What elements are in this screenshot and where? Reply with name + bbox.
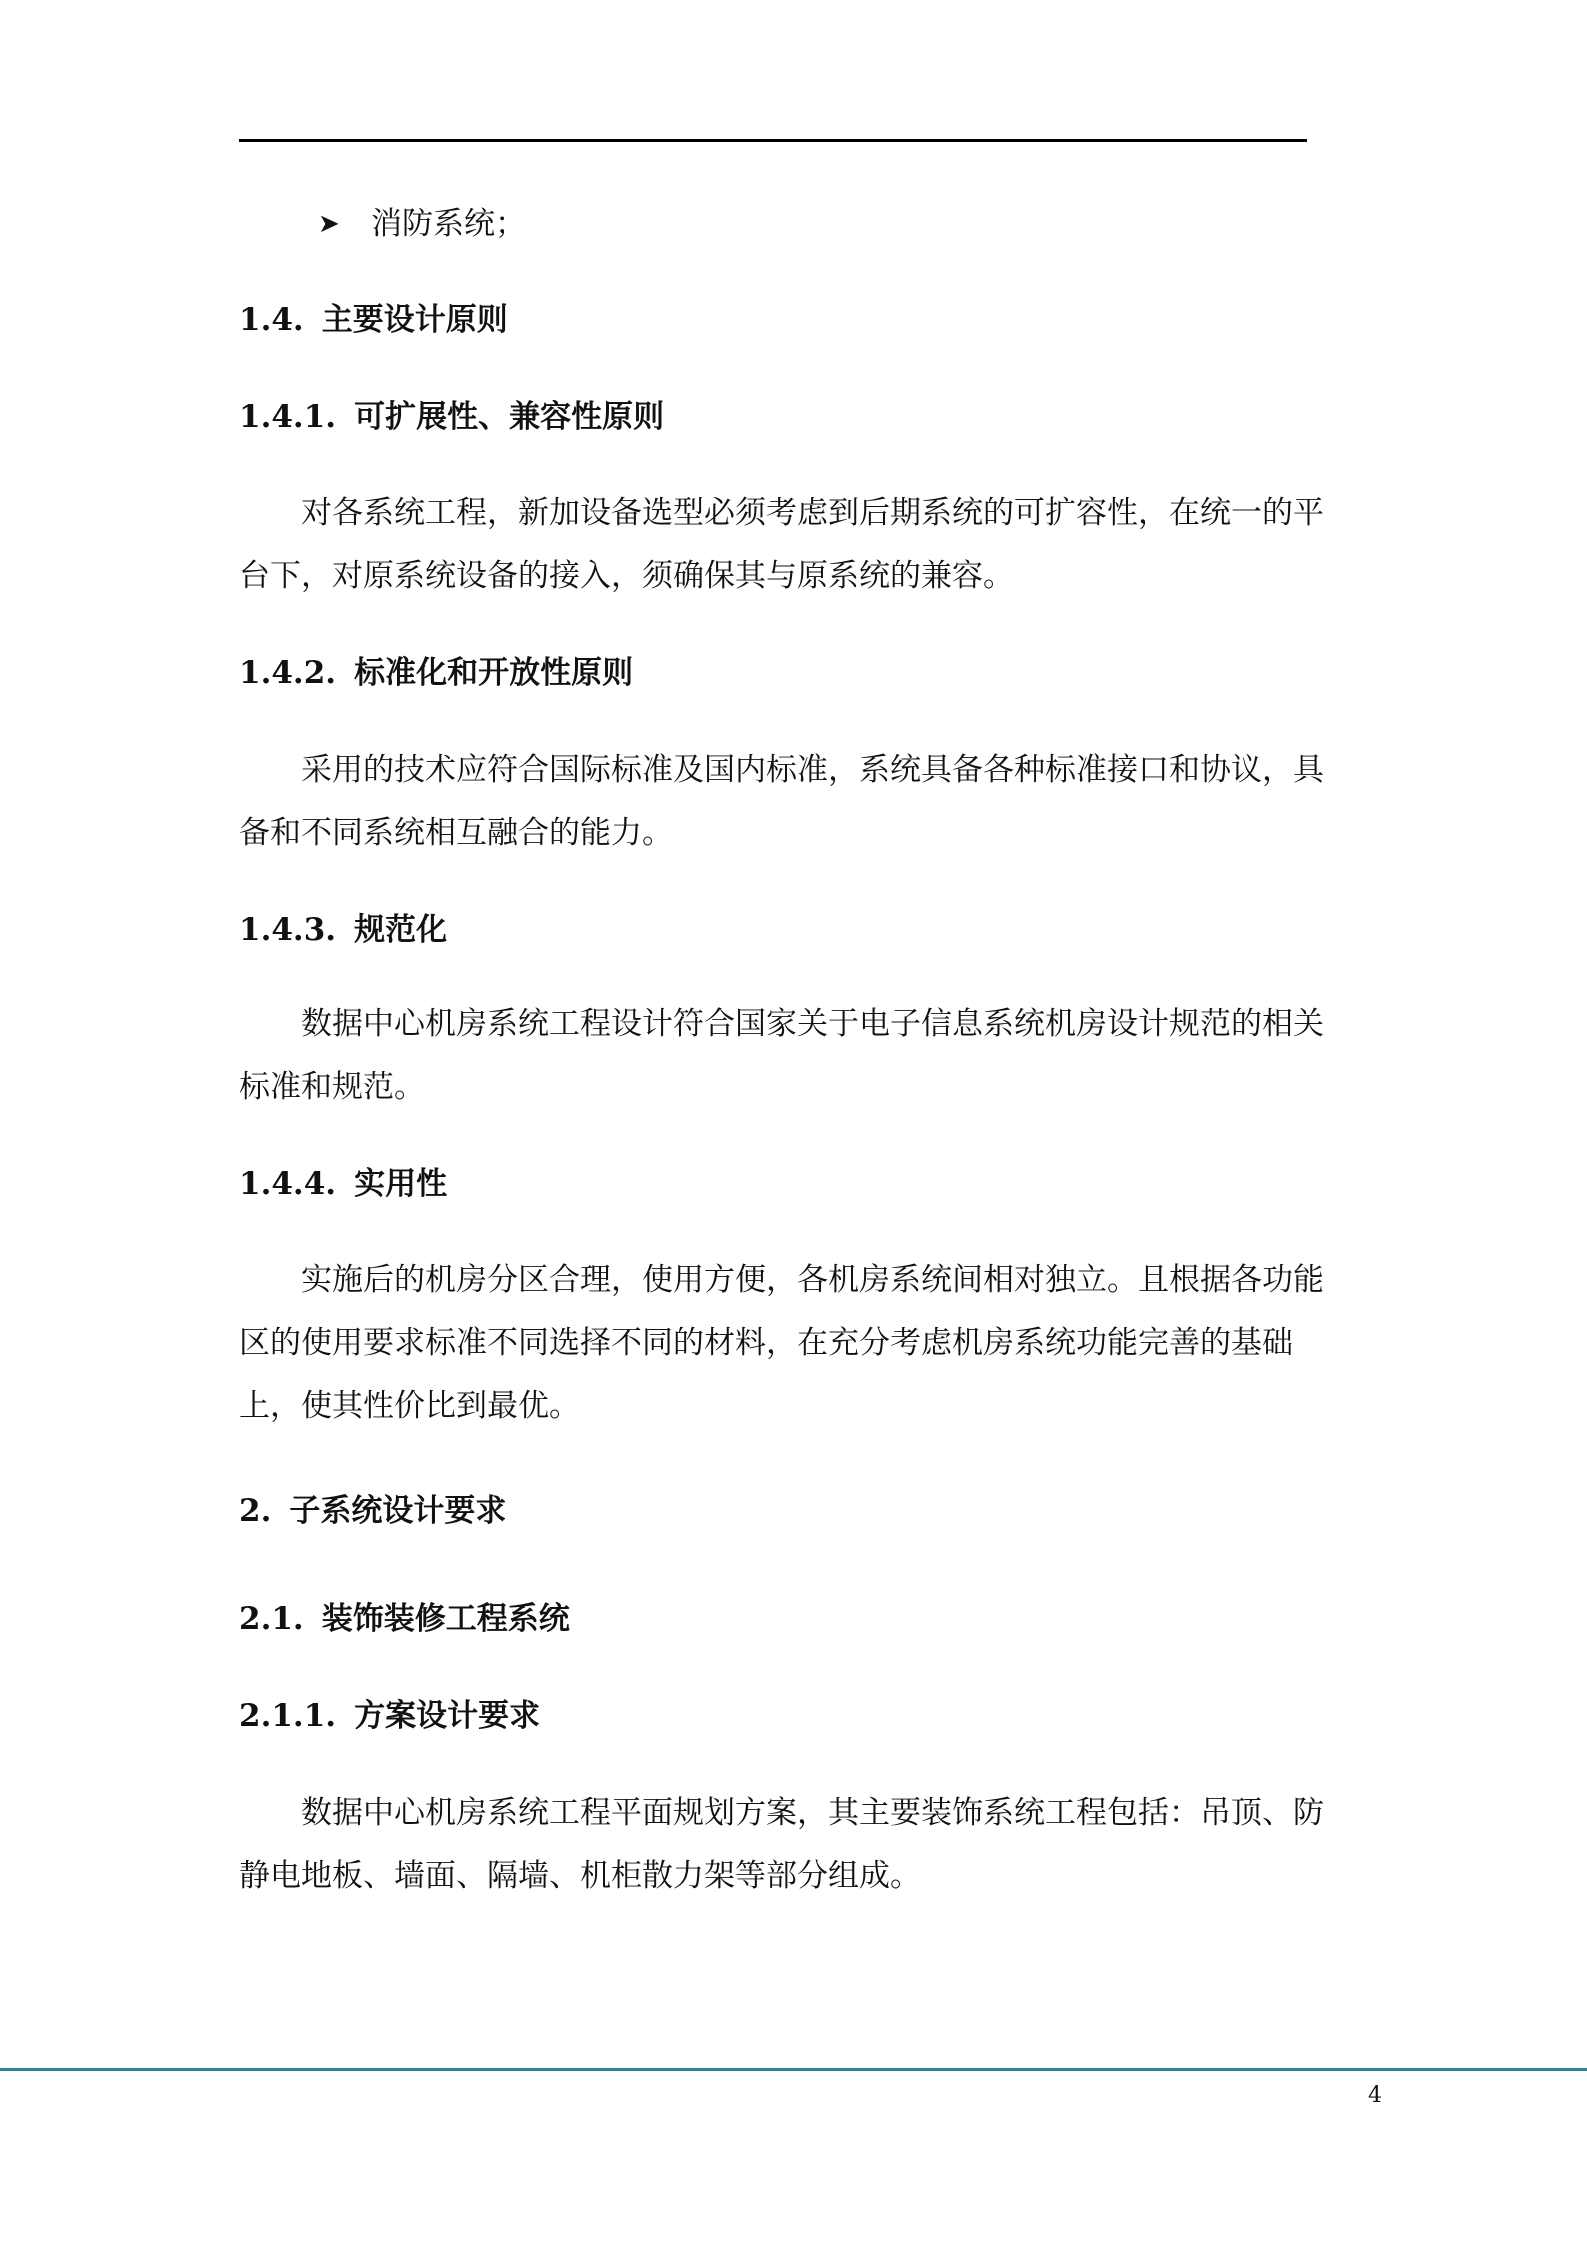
paragraph: 数据中心机房系统工程平面规划方案，其主要装饰系统工程包括：吊顶、防静电地板、墙面、隔墙、机柜散力架等部分组成。 bbox=[239, 1795, 1324, 1894]
paragraph: 采用的技术应符合国际标准及国内标准，系统具备各种标准接口和协议，具备和不同系统相互融合的能力。 bbox=[239, 752, 1324, 851]
heading-2-1-1: 2.1.1. 方案设计要求 bbox=[239, 1698, 541, 1734]
heading-1-4-3: 1.4.3. 规范化 bbox=[239, 912, 448, 948]
heading-2: 2. 子系统设计要求 bbox=[239, 1493, 507, 1529]
footer-rule bbox=[0, 2068, 1587, 2071]
paragraph: 对各系统工程，新加设备选型必须考虑到后期系统的可扩容性，在统一的平台下，对原系统设备的接入，须确保其与原系统的兼容。 bbox=[239, 495, 1324, 594]
header-rule bbox=[239, 139, 1307, 142]
paragraph: 数据中心机房系统工程设计符合国家关于电子信息系统机房设计规范的相关标准和规范。 bbox=[239, 1006, 1324, 1105]
paragraph: 实施后的机房分区合理，使用方便，各机房系统间相对独立。且根据各功能区的使用要求标准不同选择不同的材料，在充分考虑机房系统功能完善的基础上，使其性价比到最优。 bbox=[239, 1262, 1324, 1424]
bullet-item-text: 消防系统； bbox=[371, 206, 526, 242]
heading-1-4-1: 1.4.1. 可扩展性、兼容性原则 bbox=[239, 399, 665, 435]
heading-1-4-2: 1.4.2. 标准化和开放性原则 bbox=[239, 655, 634, 691]
arrow-bullet-icon: ➤ bbox=[318, 209, 340, 239]
heading-1-4: 1.4. 主要设计原则 bbox=[239, 302, 508, 338]
heading-2-1: 2.1. 装饰装修工程系统 bbox=[239, 1601, 570, 1637]
heading-1-4-4: 1.4.4. 实用性 bbox=[239, 1166, 448, 1202]
page-number: 4 bbox=[1368, 2083, 1382, 2108]
